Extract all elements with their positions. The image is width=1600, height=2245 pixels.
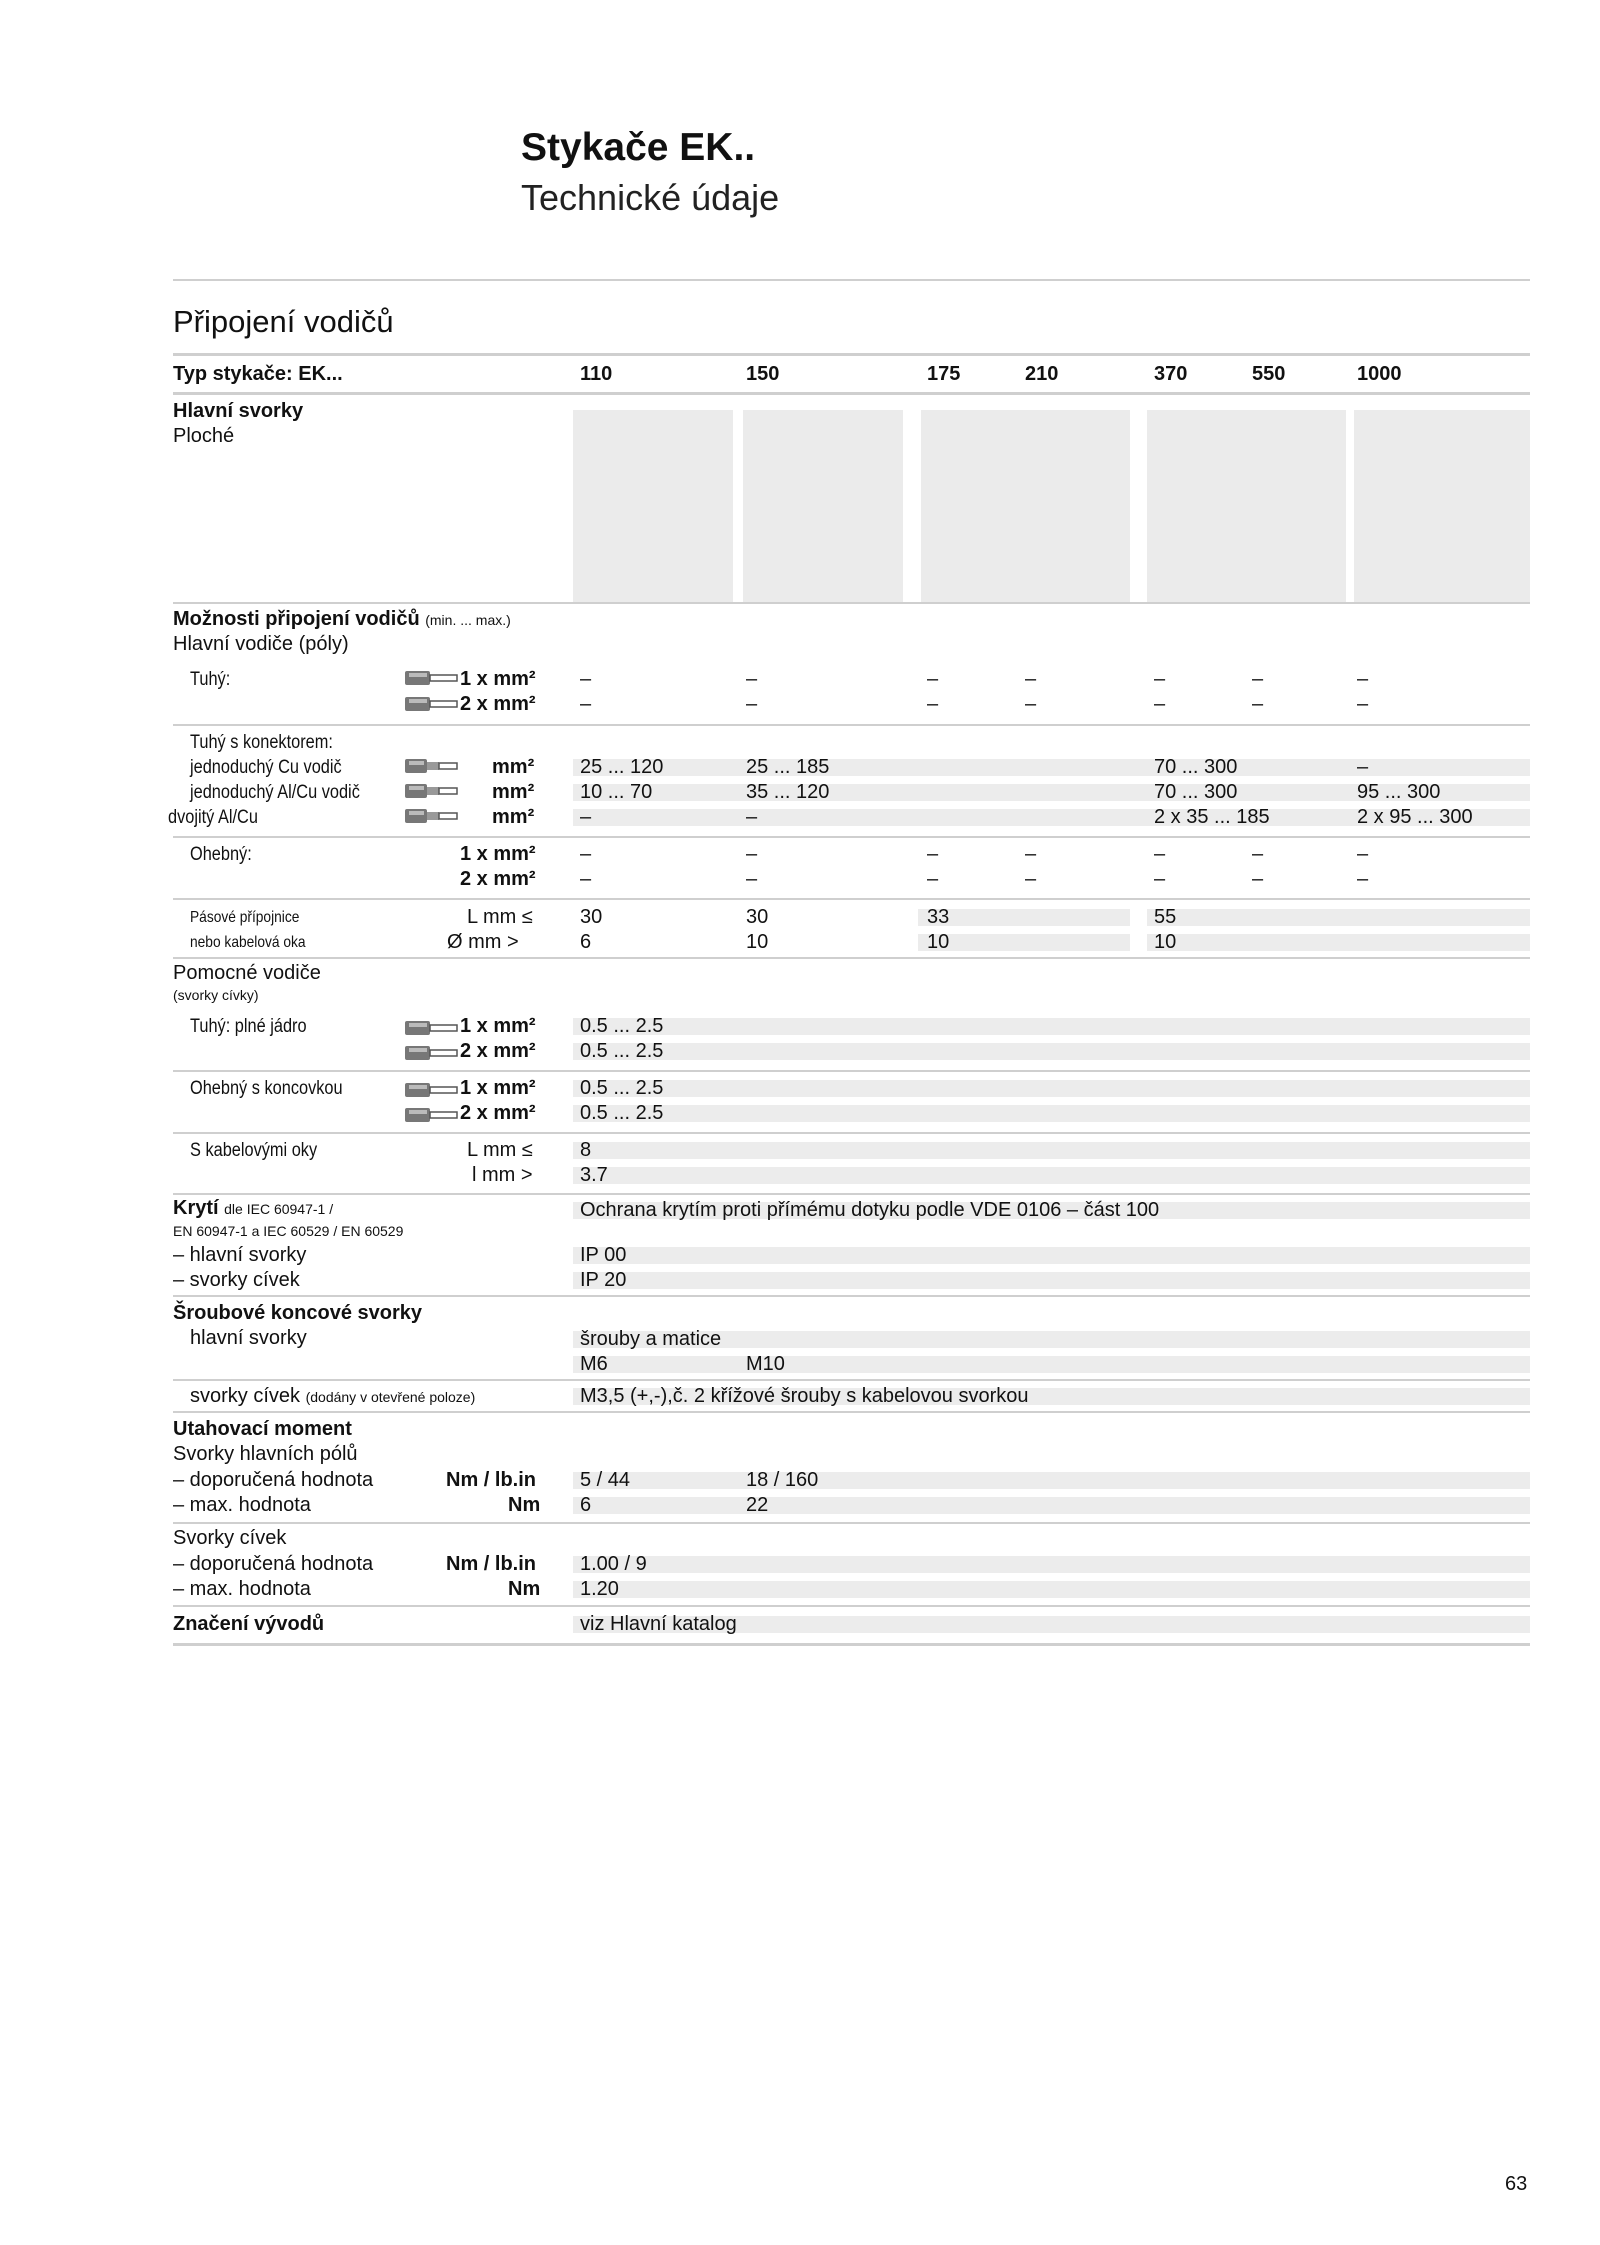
kryti-std: dle IEC 60947-1 / xyxy=(224,1201,334,1217)
value-cell: 3.7 xyxy=(580,1164,608,1186)
moment-title: Utahovací moment xyxy=(173,1418,352,1440)
value-cell: 0.5 ... 2.5 xyxy=(580,1040,664,1062)
value-cell: M3,5 (+,-),č. 2 křížové šrouby s kabelovou svorkou xyxy=(580,1385,1029,1407)
divider xyxy=(173,279,1530,281)
value-cell: 0.5 ... 2.5 xyxy=(580,1102,664,1124)
value-cell: 0.5 ... 2.5 xyxy=(580,1015,664,1037)
divider xyxy=(173,1295,1530,1297)
value-cell: 18 / 160 xyxy=(746,1469,819,1491)
unit-label: 1 x mm² xyxy=(460,668,536,690)
srouby-title: Šroubové koncové svorky xyxy=(173,1302,422,1324)
value-cell: – xyxy=(1252,668,1264,690)
kryti-std-2: EN 60947-1 a IEC 60529 / EN 60529 xyxy=(173,1223,404,1239)
value-cell: – xyxy=(1025,693,1037,715)
unit-label xyxy=(447,930,519,955)
value-cell: 0.5 ... 2.5 xyxy=(580,1077,664,1099)
options-sub: Hlavní vodiče (póly) xyxy=(173,633,349,655)
value-cell: 1.00 / 9 xyxy=(580,1553,647,1575)
value-cell: 22 xyxy=(746,1494,769,1516)
options-title xyxy=(173,607,511,632)
aux-oka-label: S kabelovými oky xyxy=(190,1140,318,1161)
conductor-icon xyxy=(404,670,458,686)
value-cell: 30 xyxy=(746,906,769,928)
value-cell: – xyxy=(580,868,592,890)
ferrule-icon xyxy=(404,1107,458,1123)
moment-coil-sub: Svorky cívek xyxy=(173,1527,287,1549)
value-cell: – xyxy=(927,693,939,715)
row-shade xyxy=(573,1356,1530,1373)
divider xyxy=(173,392,1530,395)
value-cell: 25 ... 185 xyxy=(746,756,830,778)
col-150: 150 xyxy=(746,363,780,385)
srouby-coil-label: svorky cívek xyxy=(190,1385,301,1407)
row-shade xyxy=(573,1018,1530,1035)
divider xyxy=(173,898,1530,900)
row-shade xyxy=(573,1142,1530,1159)
value-cell: – xyxy=(746,843,758,865)
value-cell: – xyxy=(580,668,592,690)
value-cell: – xyxy=(927,668,939,690)
value-cell: 95 ... 300 xyxy=(1357,781,1441,803)
terminal-image xyxy=(1147,410,1346,602)
col-110: 110 xyxy=(580,363,613,385)
ohebny-label: Ohebný: xyxy=(190,844,252,865)
unit-l-small: l mm > xyxy=(472,1164,533,1186)
srouby-main-label: hlavní svorky xyxy=(190,1327,307,1349)
row-shade xyxy=(1147,934,1530,951)
value-cell: – xyxy=(1154,668,1166,690)
divider xyxy=(173,1379,1530,1381)
unit-label: 2 x mm² xyxy=(460,868,536,890)
moment-rec-label: – doporučená hodnota xyxy=(173,1553,374,1575)
row-shade xyxy=(573,1105,1530,1122)
value-cell: – xyxy=(580,693,592,715)
pomocne-sub: (svorky cívky) xyxy=(173,987,259,1003)
unit-label: mm² xyxy=(492,781,535,803)
value-cell: 30 xyxy=(580,906,603,928)
value-cell: M10 xyxy=(746,1353,785,1375)
value-cell: – xyxy=(746,806,758,828)
moment-rec-label: – doporučená hodnota xyxy=(173,1469,374,1491)
value-cell: viz Hlavní katalog xyxy=(580,1613,737,1635)
unit-label: Nm / lb.in xyxy=(446,1469,536,1491)
col-550: 550 xyxy=(1252,363,1286,385)
value-cell: 33 xyxy=(927,906,950,928)
section-title: Připojení vodičů xyxy=(173,304,394,339)
value-cell: 10 xyxy=(1154,931,1177,953)
value-cell: – xyxy=(1252,693,1264,715)
value-cell: – xyxy=(1357,843,1369,865)
value-cell: 2 x 95 ... 300 xyxy=(1357,806,1473,828)
main-terminals-sub: Ploché xyxy=(173,425,235,447)
value-cell: – xyxy=(580,806,592,828)
konektor-label: Tuhý s konektorem: xyxy=(190,732,333,753)
konektor-row-label: jednoduchý Al/Cu vodič xyxy=(190,782,360,803)
value-cell: – xyxy=(1357,756,1369,778)
conductor-icon xyxy=(404,1045,458,1061)
value-cell: – xyxy=(1154,693,1166,715)
konektor-row-label: jednoduchý Cu vodič xyxy=(190,757,342,778)
value-cell: – xyxy=(1025,868,1037,890)
unit-label: 2 x mm² xyxy=(460,693,536,715)
row-shade xyxy=(573,1556,1530,1573)
row-shade xyxy=(573,1043,1530,1060)
unit-label: 1 x mm² xyxy=(460,1077,536,1099)
moment-main-sub: Svorky hlavních pólů xyxy=(173,1443,358,1465)
row-shade xyxy=(573,1167,1530,1184)
value-cell: – xyxy=(580,843,592,865)
row-shade xyxy=(1147,909,1530,926)
divider xyxy=(173,724,1530,726)
value-cell: 10 xyxy=(927,931,950,953)
divider xyxy=(173,1605,1530,1607)
value-cell: 70 ... 300 xyxy=(1154,756,1238,778)
divider xyxy=(173,1522,1530,1524)
divider xyxy=(173,602,1530,604)
value-cell: – xyxy=(927,843,939,865)
options-title-text: Možnosti připojení vodičů xyxy=(173,608,420,630)
value-cell: 2 x 35 ... 185 xyxy=(1154,806,1270,828)
pasove-label: nebo kabelová oka xyxy=(190,934,306,951)
unit-label: Nm xyxy=(508,1494,541,1516)
moment-max-label: – max. hodnota xyxy=(173,1494,311,1516)
row-shade xyxy=(573,1581,1530,1598)
kryti-row-label: – hlavní svorky xyxy=(173,1244,307,1266)
page-title: Stykače EK.. xyxy=(521,126,756,169)
divider xyxy=(173,1070,1530,1072)
value-cell: šrouby a matice xyxy=(580,1328,722,1350)
row-shade xyxy=(573,1080,1530,1097)
page-number: 63 xyxy=(1505,2173,1528,2195)
value-cell: IP 00 xyxy=(580,1244,627,1266)
ferrule-icon xyxy=(404,1082,458,1098)
znaceni-title: Značení vývodů xyxy=(173,1613,325,1635)
col-370: 370 xyxy=(1154,363,1188,385)
unit-label: 2 x mm² xyxy=(460,1040,536,1062)
unit-label: 2 x mm² xyxy=(460,1102,536,1124)
kryti-title-text: Krytí xyxy=(173,1197,219,1219)
divider xyxy=(173,353,1530,356)
value-cell: – xyxy=(1252,843,1264,865)
unit-l: L mm ≤ xyxy=(467,906,533,928)
unit-label: Nm xyxy=(508,1578,541,1600)
options-note: (min. ... max.) xyxy=(425,612,511,628)
unit-l: L mm ≤ xyxy=(467,1139,533,1161)
value-cell: – xyxy=(746,693,758,715)
divider xyxy=(173,836,1530,838)
aux-ohebny-label: Ohebný s koncovkou xyxy=(190,1078,343,1099)
conductor-icon xyxy=(404,1020,458,1036)
unit-label: mm² xyxy=(492,756,535,778)
unit-label: 1 x mm² xyxy=(460,1015,536,1037)
col-1000: 1000 xyxy=(1357,363,1402,385)
row-shade xyxy=(573,759,1530,776)
divider xyxy=(173,1132,1530,1134)
row-shade xyxy=(573,1272,1530,1289)
row-shade xyxy=(918,909,1130,926)
value-cell: – xyxy=(1357,868,1369,890)
row-shade xyxy=(573,1472,1530,1489)
connector-icon xyxy=(404,758,458,774)
col-175: 175 xyxy=(927,363,961,385)
conductor-icon xyxy=(404,696,458,712)
terminal-image xyxy=(573,410,733,602)
tuhy-label: Tuhý: xyxy=(190,669,231,690)
row-shade xyxy=(573,1247,1530,1264)
value-cell: 8 xyxy=(580,1139,592,1161)
pasove-label: Pásové přípojnice xyxy=(190,909,300,926)
value-cell: – xyxy=(1252,868,1264,890)
value-cell: – xyxy=(746,668,758,690)
unit-label: Nm / lb.in xyxy=(446,1553,536,1575)
terminal-image xyxy=(1354,410,1530,602)
connector-icon xyxy=(404,808,458,824)
value-cell: 70 ... 300 xyxy=(1154,781,1238,803)
value-cell: M6 xyxy=(580,1353,608,1375)
value-cell: – xyxy=(1357,668,1369,690)
row-shade xyxy=(573,1497,1530,1514)
main-terminals-title: Hlavní svorky xyxy=(173,400,304,422)
kryti-value: Ochrana krytím proti přímému dotyku podle VDE 0106 – část 100 xyxy=(580,1199,1160,1221)
type-label: Typ stykače: EK... xyxy=(173,363,343,385)
pomocne-title: Pomocné vodiče xyxy=(173,962,321,984)
value-cell: 25 ... 120 xyxy=(580,756,664,778)
unit-label xyxy=(467,1138,533,1163)
unit-label xyxy=(467,905,533,930)
divider xyxy=(173,957,1530,959)
unit-label: mm² xyxy=(492,806,535,828)
value-cell: – xyxy=(1025,843,1037,865)
kryti-row-label: – svorky cívek xyxy=(173,1269,300,1291)
kryti-title xyxy=(173,1196,333,1221)
value-cell: – xyxy=(1154,868,1166,890)
srouby-coil xyxy=(190,1384,475,1409)
value-cell: 55 xyxy=(1154,906,1177,928)
unit-d: Ø mm > xyxy=(447,931,519,953)
value-cell: – xyxy=(1025,668,1037,690)
value-cell: 5 / 44 xyxy=(580,1469,631,1491)
divider xyxy=(173,1411,1530,1413)
page-subtitle: Technické údaje xyxy=(521,177,780,218)
moment-max-label: – max. hodnota xyxy=(173,1578,311,1600)
aux-tuhy-label: Tuhý: plné jádro xyxy=(190,1016,307,1037)
value-cell: 35 ... 120 xyxy=(746,781,830,803)
terminal-image xyxy=(921,410,1130,602)
srouby-coil-note: (dodány v otevřené poloze) xyxy=(305,1389,476,1405)
unit-label xyxy=(472,1163,533,1188)
divider xyxy=(173,1193,1530,1195)
value-cell: – xyxy=(746,868,758,890)
value-cell: 6 xyxy=(580,1494,592,1516)
value-cell: 10 ... 70 xyxy=(580,781,653,803)
unit-label: 1 x mm² xyxy=(460,843,536,865)
terminal-image xyxy=(743,410,903,602)
connector-icon xyxy=(404,783,458,799)
value-cell: IP 20 xyxy=(580,1269,627,1291)
col-210: 210 xyxy=(1025,363,1059,385)
value-cell: 1.20 xyxy=(580,1578,619,1600)
value-cell: – xyxy=(927,868,939,890)
value-cell: – xyxy=(1154,843,1166,865)
konektor-row-label: dvojitý Al/Cu xyxy=(168,807,258,828)
value-cell: 6 xyxy=(580,931,592,953)
divider xyxy=(173,1643,1530,1646)
row-shade xyxy=(918,934,1130,951)
value-cell: 10 xyxy=(746,931,769,953)
value-cell: – xyxy=(1357,693,1369,715)
